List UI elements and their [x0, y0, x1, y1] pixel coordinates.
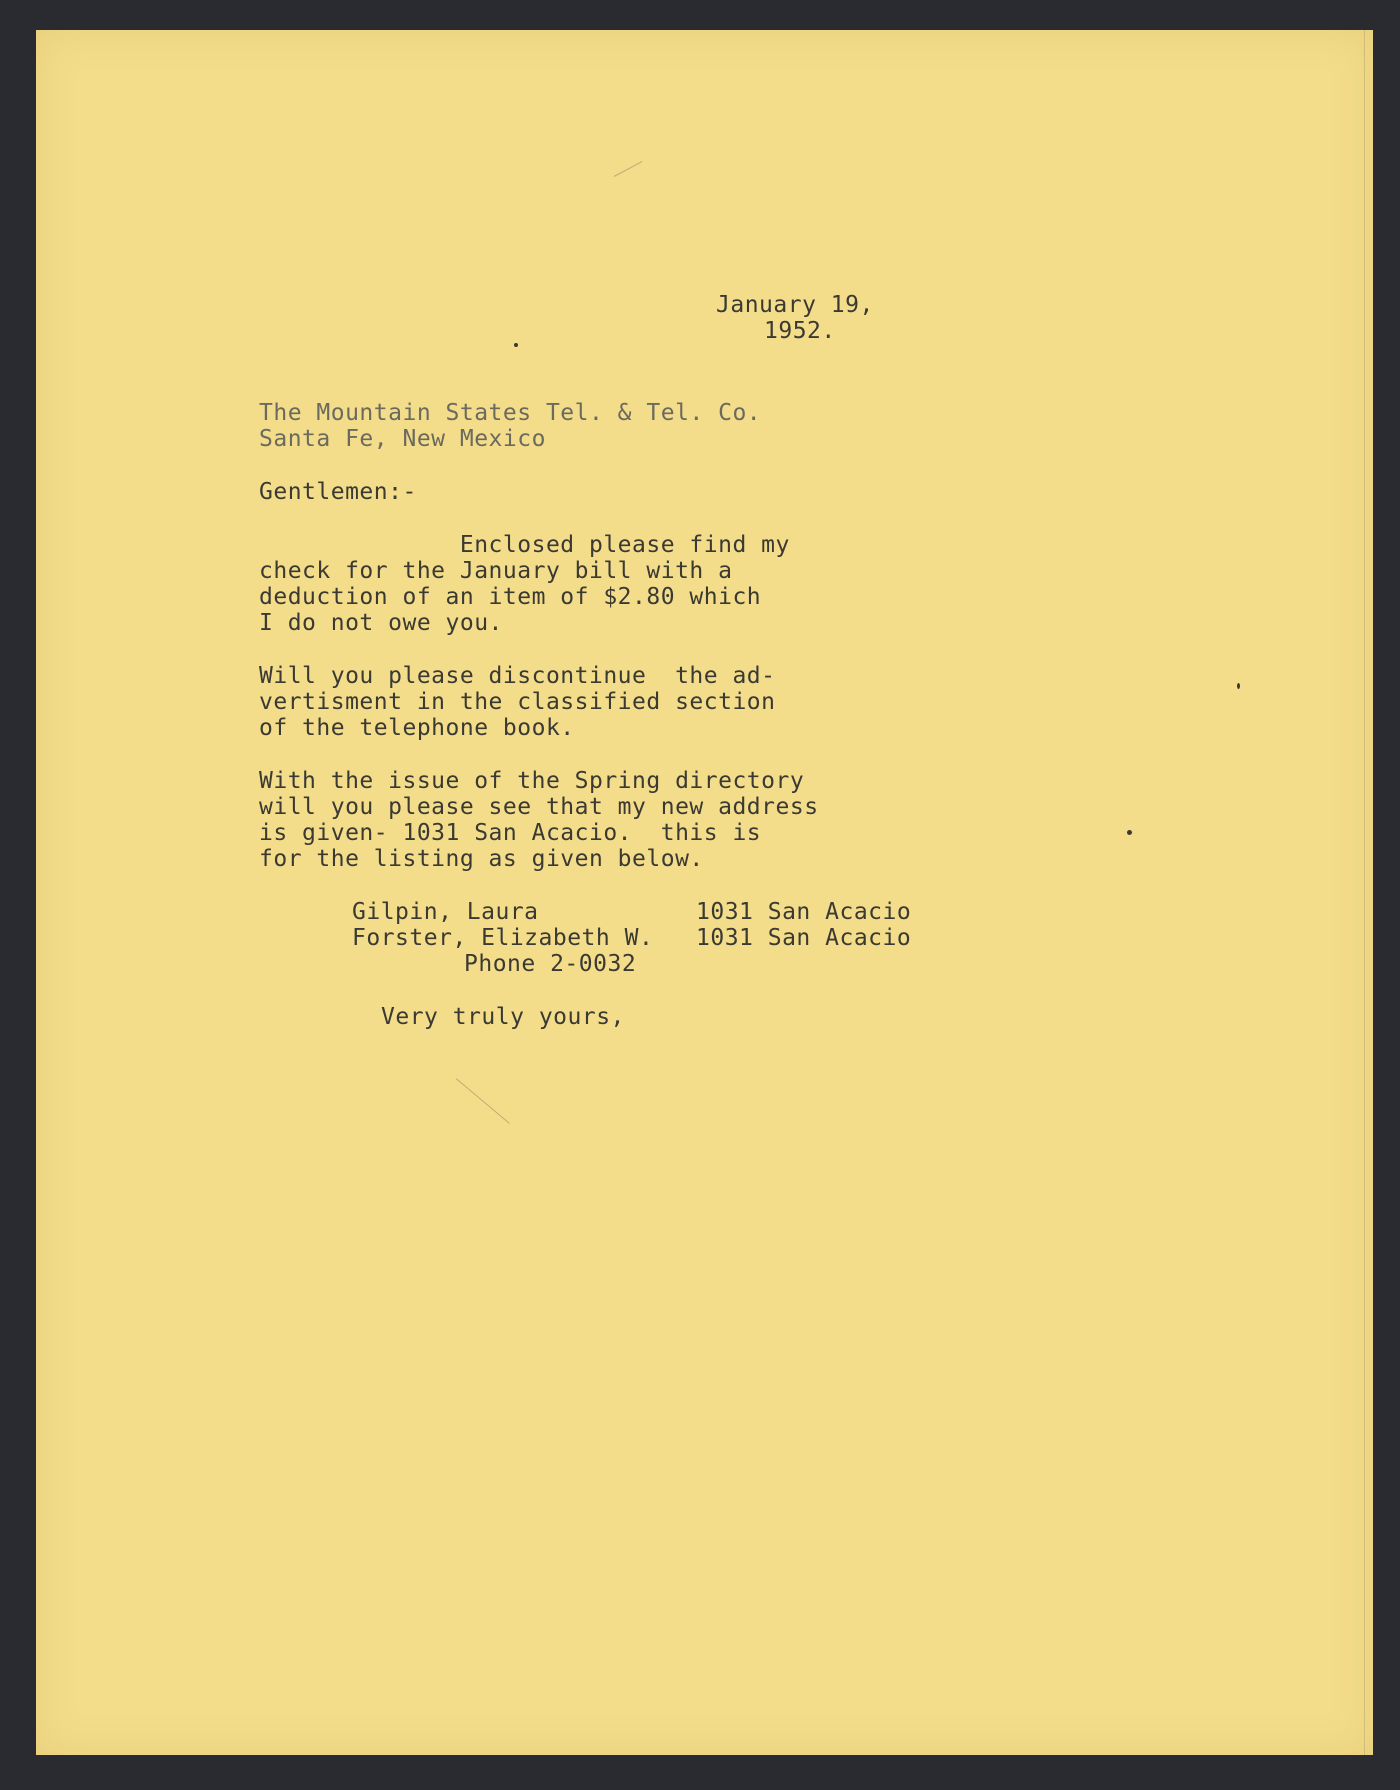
paragraph-line: With the issue of the Spring directory [259, 768, 805, 794]
closing: Very truly yours, [381, 1004, 625, 1030]
page-edge [1364, 30, 1365, 1755]
letter-date-line2: 1952. [764, 318, 836, 344]
paragraph-line: Enclosed please find my [259, 532, 790, 558]
letter-page [36, 30, 1373, 1755]
listing-address: 1031 San Acacio [696, 925, 912, 951]
listing-name: Forster, Elizabeth W. [352, 925, 654, 951]
salutation: Gentlemen:- [259, 479, 417, 505]
paragraph-line: deduction of an item of $2.80 which [259, 584, 762, 610]
listing-name: Gilpin, Laura [352, 899, 539, 925]
paragraph-line: Will you please discontinue the ad- [259, 663, 776, 689]
ink-speck [1237, 683, 1240, 689]
ink-speck [1127, 830, 1132, 835]
paragraph-line: I do not owe you. [259, 610, 503, 636]
letter-date-line1: January 19, [716, 292, 874, 318]
paper-scratch [614, 161, 643, 177]
paper-scratch [456, 1078, 510, 1124]
recipient-line2: Santa Fe, New Mexico [259, 426, 546, 452]
paragraph-line: is given- 1031 San Acacio. this is [259, 820, 762, 846]
listing-phone: Phone 2-0032 [464, 951, 637, 977]
paragraph-line: check for the January bill with a [259, 558, 733, 584]
listing-address: 1031 San Acacio [696, 899, 912, 925]
paragraph-line: for the listing as given below. [259, 846, 704, 872]
paragraph-line: of the telephone book. [259, 715, 575, 741]
recipient-line1: The Mountain States Tel. & Tel. Co. [259, 400, 762, 426]
paragraph-line: vertisment in the classified section [259, 689, 776, 715]
ink-speck [514, 343, 518, 347]
paragraph-line: will you please see that my new address [259, 794, 819, 820]
